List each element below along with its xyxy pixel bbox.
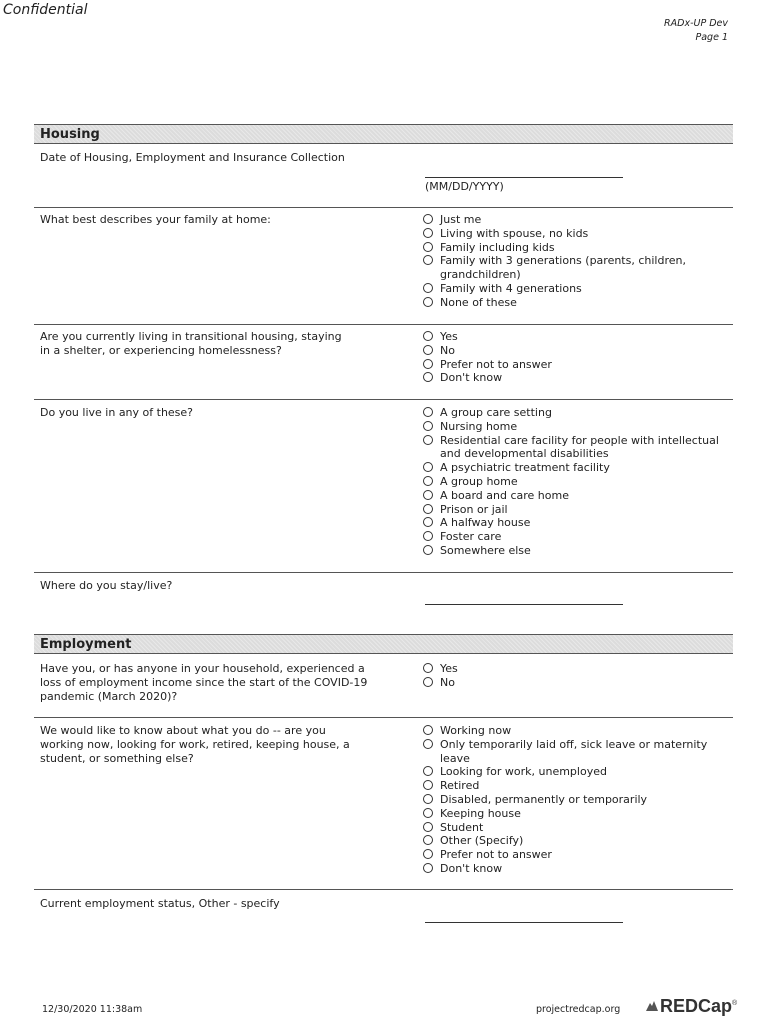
radio-option-label: A group care setting (440, 406, 552, 419)
radio-circle-icon[interactable] (423, 794, 433, 804)
radio-circle-icon[interactable] (423, 531, 433, 541)
radio-option[interactable] (423, 793, 723, 807)
radio-circle-icon[interactable] (423, 331, 433, 341)
date-hint: (MM/DD/YYYY) (425, 180, 504, 193)
radio-option-label: A board and care home (440, 488, 569, 502)
transitional-options (423, 330, 723, 385)
question-other-row (34, 889, 733, 949)
radio-circle-icon[interactable] (423, 407, 433, 417)
radio-option-label: A halfway house (440, 516, 531, 530)
confidential-label: Confidential (3, 2, 88, 18)
radio-circle-icon[interactable] (423, 372, 433, 382)
radio-circle-icon[interactable] (423, 808, 433, 818)
radio-circle-icon[interactable] (423, 663, 433, 673)
radio-circle-icon[interactable] (423, 421, 433, 431)
where-input-line[interactable] (425, 604, 623, 605)
radio-option[interactable] (423, 406, 723, 420)
radio-option-label: Student (440, 820, 484, 834)
radio-option[interactable] (423, 503, 723, 517)
section-employment-title: Employment (34, 634, 733, 654)
radio-option[interactable] (423, 434, 723, 462)
family-options (423, 213, 723, 310)
loss-options (423, 662, 723, 690)
live-options (423, 406, 723, 558)
section-housing-title: Housing (34, 124, 733, 144)
where-question: Where do you stay/live? (40, 579, 173, 592)
radio-option[interactable] (423, 296, 723, 310)
radio-option-label: Retired (440, 779, 480, 793)
radio-option-label: Just me (440, 213, 482, 226)
page-number: Page 1 (695, 32, 728, 43)
question-where-row (34, 572, 733, 632)
radio-circle-icon[interactable] (423, 725, 433, 735)
radio-option[interactable] (423, 862, 723, 876)
radio-circle-icon[interactable] (423, 780, 433, 790)
footer-timestamp: 12/30/2020 11:38am (42, 1004, 143, 1015)
radio-option-label: Disabled, permanently or temporarily (440, 792, 648, 806)
other-input-line[interactable] (425, 922, 623, 923)
radio-option[interactable] (423, 241, 723, 255)
radio-option[interactable] (423, 779, 723, 793)
radio-circle-icon[interactable] (423, 476, 433, 486)
radio-option[interactable] (423, 475, 723, 489)
other-question: Current employment status, Other - specify (40, 897, 280, 910)
radio-option[interactable] (423, 227, 723, 241)
radio-option[interactable] (423, 282, 723, 296)
family-question: What best describes your family at home: (40, 213, 271, 226)
radio-option[interactable] (423, 765, 723, 779)
radio-option-label: Prefer not to answer (440, 848, 552, 862)
date-input-line[interactable] (425, 177, 623, 178)
radio-option[interactable] (423, 834, 723, 848)
radio-option-label: No (440, 675, 455, 689)
radio-circle-icon[interactable] (423, 517, 433, 527)
project-name: RADx-UP Dev (664, 18, 728, 29)
date-question: Date of Housing, Employment and Insurance Collection (40, 151, 345, 164)
radio-circle-icon[interactable] (423, 297, 433, 307)
radio-option-label: Family including kids (440, 240, 555, 254)
radio-option-label: Residential care facility for people with intellectual and developmental disabilities (440, 433, 719, 461)
radio-option[interactable] (423, 676, 723, 690)
radio-option-label: A psychiatric treatment facility (440, 461, 610, 475)
radio-option-label: Prison or jail (440, 502, 508, 516)
radio-option[interactable] (423, 516, 723, 530)
radio-option-label: None of these (440, 295, 517, 309)
radio-option-label: Nursing home (440, 419, 518, 433)
radio-option[interactable] (423, 254, 723, 282)
radio-circle-icon[interactable] (423, 739, 433, 749)
radio-option-label: Only temporarily laid off, sick leave or maternity leave (440, 737, 708, 765)
radio-circle-icon[interactable] (423, 490, 433, 500)
radio-circle-icon[interactable] (423, 677, 433, 687)
redcap-logo-icon (645, 999, 659, 1013)
radio-option-label: Family with 4 generations (440, 281, 582, 295)
radio-circle-icon[interactable] (423, 242, 433, 252)
radio-option-label: Looking for work, unemployed (440, 765, 607, 779)
radio-circle-icon[interactable] (423, 345, 433, 355)
radio-option-label: Working now (440, 724, 512, 737)
radio-option[interactable] (423, 358, 723, 372)
radio-option-label: Somewhere else (440, 543, 531, 557)
radio-option[interactable] (423, 848, 723, 862)
radio-option[interactable] (423, 821, 723, 835)
radio-option-label: Other (Specify) (440, 834, 524, 848)
radio-option-label: A group home (440, 474, 518, 488)
radio-option[interactable] (423, 371, 723, 385)
question-do-row (34, 717, 733, 890)
radio-option[interactable] (423, 807, 723, 821)
question-transitional-row (34, 324, 733, 400)
radio-option[interactable] (423, 344, 723, 358)
radio-circle-icon[interactable] (423, 822, 433, 832)
radio-circle-icon[interactable] (423, 435, 433, 445)
radio-option[interactable] (423, 724, 723, 738)
radio-circle-icon[interactable] (423, 283, 433, 293)
redcap-logo: REDCap® (645, 996, 737, 1017)
live-question: Do you live in any of these? (40, 406, 194, 419)
radio-option[interactable] (423, 530, 723, 544)
radio-option-label: No (440, 343, 455, 357)
radio-circle-icon[interactable] (423, 863, 433, 873)
question-date-row (34, 145, 733, 208)
radio-circle-icon[interactable] (423, 545, 433, 555)
radio-option[interactable] (423, 489, 723, 503)
question-live-row (34, 399, 733, 573)
radio-option-label: Don't know (440, 371, 503, 385)
radio-option[interactable] (423, 662, 723, 676)
radio-option[interactable] (423, 461, 723, 475)
loss-question: Have you, or has anyone in your household, experienced a loss of employment income since the start of the COVID-19 pandemic (March 2020)? (40, 662, 368, 703)
radio-circle-icon[interactable] (423, 359, 433, 369)
radio-option-label: Living with spouse, no kids (440, 226, 589, 240)
transitional-question: Are you currently living in transitional housing, staying in a shelter, or experiencing homelessness? (40, 330, 342, 357)
do-question: We would like to know about what you do -- are you working now, looking for work, retired, keeping house, a student, or something else? (40, 724, 350, 765)
footer-site: projectredcap.org (536, 1004, 621, 1015)
radio-option-label: Foster care (440, 530, 502, 544)
radio-option[interactable] (423, 330, 723, 344)
radio-option-label: Prefer not to answer (440, 357, 552, 371)
radio-circle-icon[interactable] (423, 766, 433, 776)
question-family-row (34, 207, 733, 325)
radio-option[interactable] (423, 213, 723, 227)
radio-circle-icon[interactable] (423, 835, 433, 845)
radio-circle-icon[interactable] (423, 504, 433, 514)
radio-circle-icon[interactable] (423, 228, 433, 238)
radio-option-label: Yes (440, 330, 458, 343)
radio-circle-icon[interactable] (423, 462, 433, 472)
radio-option-label: Don't know (440, 861, 503, 875)
header-right (664, 17, 728, 45)
radio-option-label: Keeping house (440, 806, 521, 820)
radio-option-label: Yes (440, 662, 458, 675)
radio-option[interactable] (423, 544, 723, 558)
radio-circle-icon[interactable] (423, 849, 433, 859)
radio-circle-icon[interactable] (423, 255, 433, 265)
do-options (423, 724, 723, 876)
redcap-logo-text: REDCap (660, 996, 733, 1016)
radio-option[interactable] (423, 738, 723, 766)
radio-option-label: Family with 3 generations (parents, children, grandchildren) (440, 254, 686, 282)
radio-option[interactable] (423, 420, 723, 434)
question-loss-row (34, 655, 733, 718)
radio-circle-icon[interactable] (423, 214, 433, 224)
